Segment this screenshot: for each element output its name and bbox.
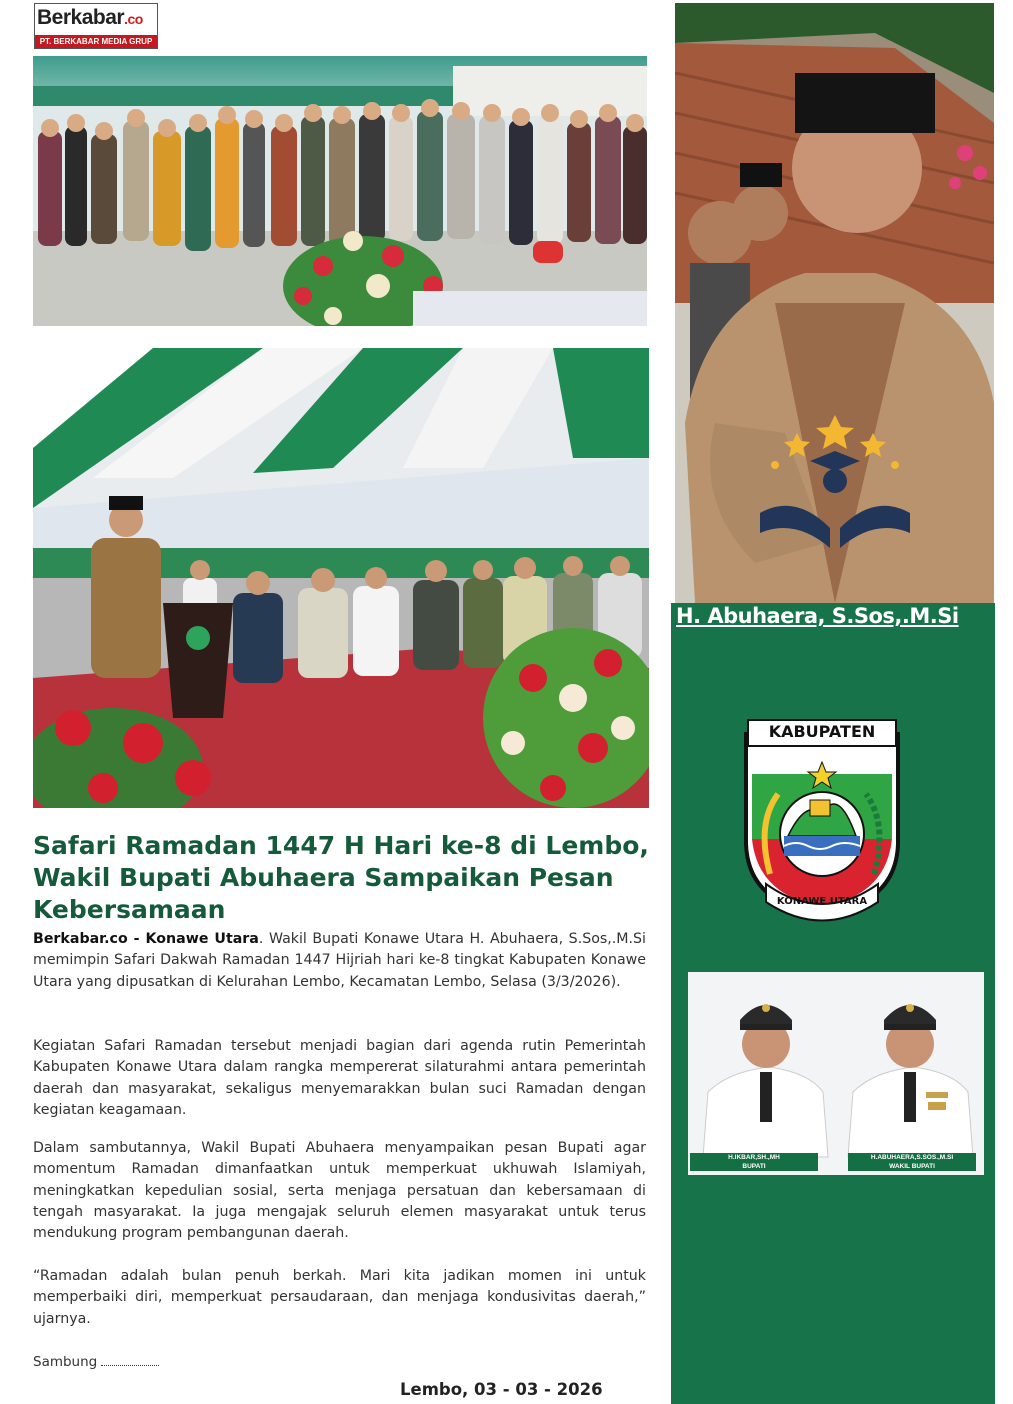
- crest-top-label: KABUPATEN: [768, 722, 876, 741]
- continued-label: [33, 1354, 159, 1370]
- portrait-name-label: H. Abuhaera, S.Sos,.M.Si: [676, 604, 959, 628]
- continued-text: Sambung: [33, 1354, 98, 1370]
- leader1-label: [690, 1153, 818, 1171]
- leader2-name: H.ABUHAERA,S.SOS.,M.SI: [870, 1154, 954, 1161]
- brand-logo[interactable]: [34, 3, 158, 49]
- article-source: Berkabar.co - Konawe Utara: [33, 931, 259, 947]
- article-lead-text: . Wakil Bupati Konawe Utara H. Abuhaera, S.Sos,.M.Si memimpin Safari Dakwah Ramadan 1447 Hijriah hari ke-8 tingkat Kabupaten Konawe Utara yang dipusatkan di Kelurahan Lembo, Kecamatan Lembo, Selasa (3/3/2026).: [33, 931, 646, 990]
- brand-tagline: PT. BERKABAR MEDIA GRUP: [35, 35, 157, 48]
- portrait-photo: [675, 3, 994, 603]
- article-lead: [33, 929, 646, 993]
- brand-wordmark: [37, 6, 143, 30]
- article-headline: Safari Ramadan 1447 H Hari ke-8 di Lembo, Wakil Bupati Abuhaera Sampaikan Pesan Kebersamaan: [33, 831, 649, 924]
- leader1-name: H.IKBAR,SH.,MH: [728, 1154, 780, 1161]
- article-paragraph-2: Kegiatan Safari Ramadan tersebut menjadi bagian dari agenda rutin Pemerintah Kabupaten Konawe Utara dalam rangka mempererat silaturahmi antara pemerintah daerah dan masyarakat, sekaligus menyemarakkan bulan suci Ramadan dengan kegiatan keagamaan.: [33, 1038, 646, 1118]
- leader2-label: [848, 1153, 976, 1171]
- article-paragraph-3: Dalam sambutannya, Wakil Bupati Abuhaera menyampaikan pesan Bupati agar momentum Ramadan dimanfaatkan untuk memperkuat ukhuwah Islamiyah, meningkatkan kepedulian sosial, serta menjaga persatuan dan kebersamaan di tengah masyarakat. Ia juga mengajak seluruh elemen masyarakat untuk terus mendukung program pembangunan daerah.: [33, 1140, 646, 1242]
- leaders-photo: [688, 972, 984, 1175]
- article-quote: “Ramadan adalah bulan penuh berkah. Mari kita jadikan momen ini untuk memperbaiki diri, memperkuat persaudaraan, dan menjaga kondusivitas daerah,” ujarnya.: [33, 1268, 646, 1327]
- brand-suffix: .co: [124, 11, 143, 27]
- article-dateline: Lembo, 03 - 03 - 2026: [400, 1380, 603, 1399]
- regency-crest: [736, 714, 908, 944]
- leader2-role: WAKIL BUPATI: [889, 1163, 935, 1170]
- brand-name: Berkabar: [37, 6, 125, 29]
- continued-dots: [101, 1355, 159, 1366]
- speech-photo: [33, 348, 649, 808]
- crest-bottom-label: KONAWE UTARA: [776, 896, 868, 907]
- group-photo: [33, 56, 647, 326]
- leader1-role: BUPATI: [742, 1163, 766, 1170]
